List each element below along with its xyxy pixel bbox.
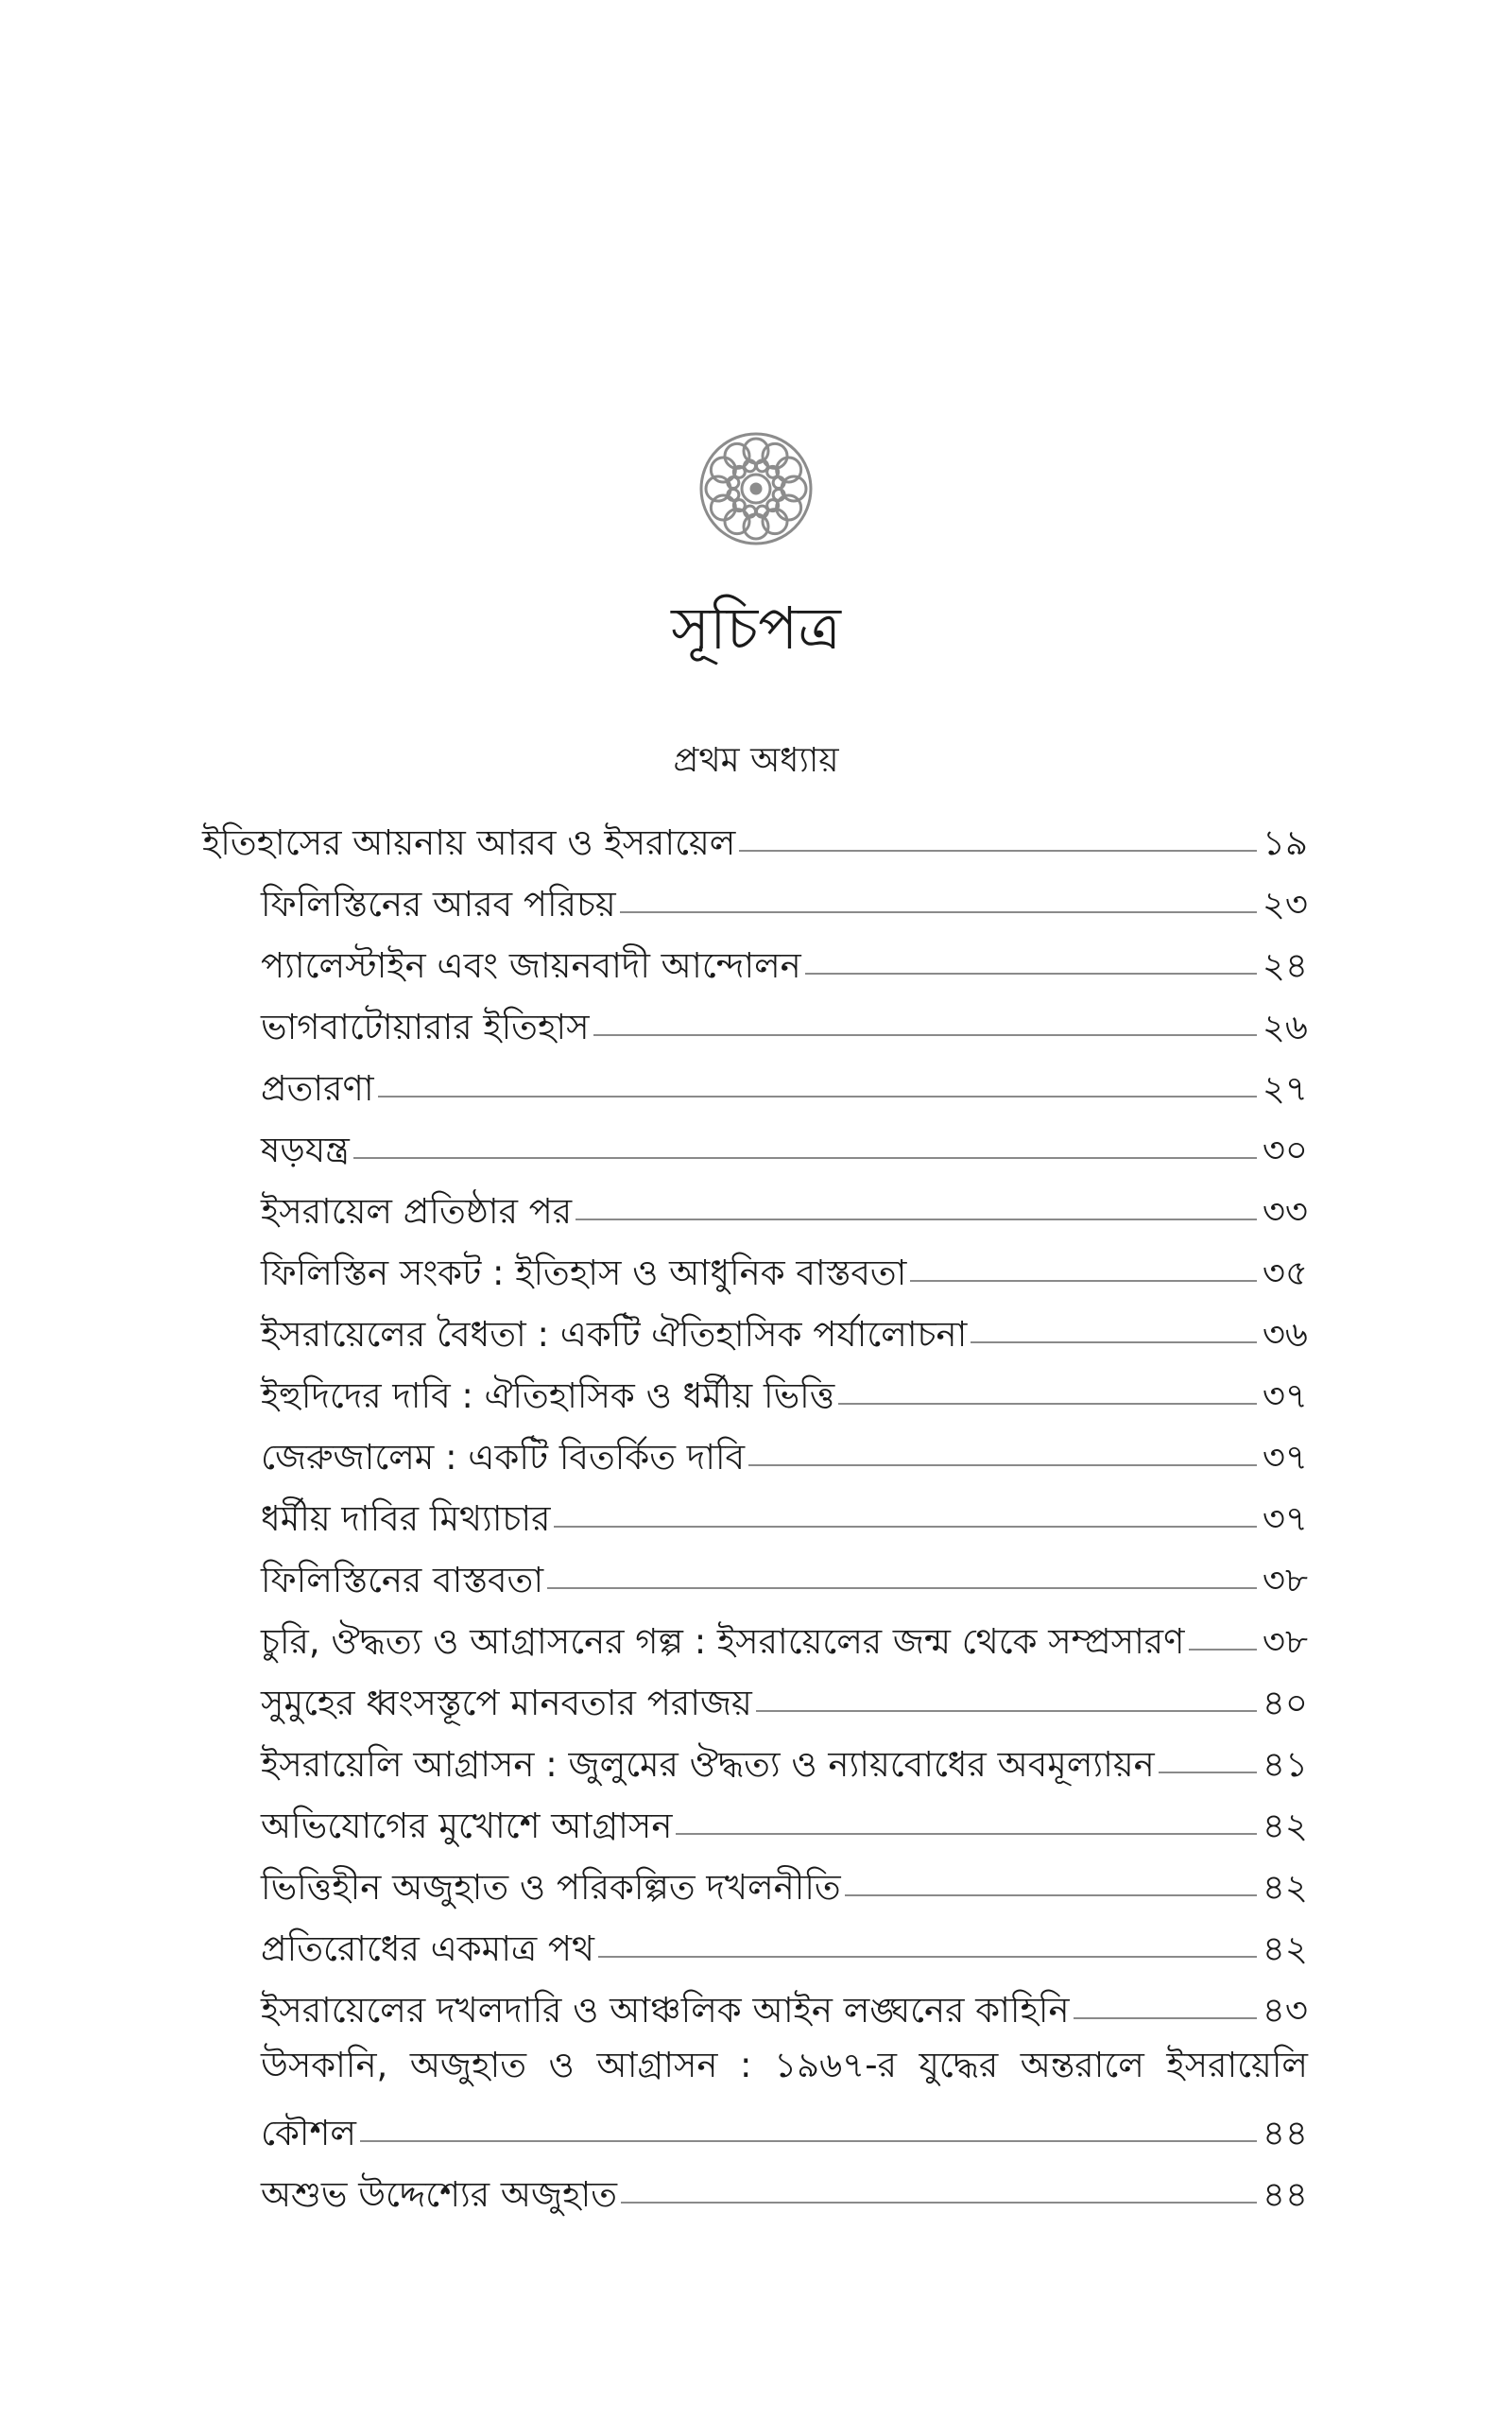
dot-leader — [598, 1956, 1257, 1958]
toc-entry — [202, 1174, 1308, 1236]
toc-entry — [202, 805, 1308, 867]
dot-leader — [1074, 2017, 1257, 2019]
dot-leader — [1159, 1772, 1257, 1773]
toc-entry — [202, 1850, 1308, 1911]
toc-entry-title: অভিযোগের মুখোশে আগ্রাসন — [261, 1806, 673, 1846]
toc-entry-title: ইসরায়েলি আগ্রাসন : জুলুমের ঔদ্ধত্য ও ন্যায়বোধের অবমূল্যায়ন — [261, 1744, 1155, 1785]
toc-entry-title: ষড়যন্ত্র — [261, 1130, 350, 1170]
toc-entry — [202, 1358, 1308, 1420]
toc-entry — [202, 2157, 1308, 2219]
toc-entry — [202, 1911, 1308, 1973]
flower-rosette-icon — [697, 430, 815, 547]
toc-entry — [202, 1113, 1308, 1174]
page-title: সূচিপত্র — [671, 594, 841, 663]
toc-entry-title: প্রতারণা — [261, 1068, 374, 1109]
toc-entry — [202, 1051, 1308, 1113]
toc-entry-title: ফিলিস্তিন সংকট : ইতিহাস ও আধুনিক বাস্তবতা — [261, 1253, 907, 1293]
toc-page-number: ৩৭ — [1262, 1437, 1308, 1478]
toc-page-number: ৩০ — [1262, 1130, 1308, 1170]
dot-leader — [676, 1833, 1257, 1835]
dot-leader — [739, 850, 1257, 852]
toc-entry — [202, 1973, 1308, 2034]
toc-page-number: ৩৮ — [1262, 1560, 1308, 1600]
toc-entry — [202, 1297, 1308, 1358]
toc-entry — [202, 1236, 1308, 1297]
toc-page-number: ৪২ — [1262, 1867, 1308, 1908]
toc-page-number: ৩৭ — [1262, 1498, 1308, 1539]
toc-entry-title: কৌশল — [261, 2113, 356, 2153]
toc-page-number: ৪৪ — [1262, 2174, 1308, 2215]
toc-entry — [202, 928, 1308, 990]
toc-entry — [202, 2096, 1308, 2157]
toc-page-number: ২৬ — [1262, 1007, 1308, 1047]
toc-page-number: ২৩ — [1262, 884, 1308, 925]
dot-leader — [621, 2202, 1257, 2204]
toc-entry-title: ইহুদিদের দাবি : ঐতিহাসিক ও ধর্মীয় ভিত্তি — [261, 1375, 835, 1416]
toc-page-number: ৪৪ — [1262, 2113, 1308, 2153]
toc-entry-title: চুরি, ঔদ্ধত্য ও আগ্রাসনের গল্প : ইসরায়েলের জন্ম থেকে সম্প্রসারণ — [261, 1621, 1185, 1662]
table-of-contents — [202, 805, 1308, 2219]
dot-leader — [845, 1894, 1257, 1896]
dot-leader — [554, 1526, 1257, 1528]
toc-entry — [202, 1604, 1308, 1666]
toc-page-number: ৩৮ — [1262, 1621, 1308, 1662]
dot-leader — [353, 1157, 1257, 1159]
dot-leader — [971, 1341, 1257, 1343]
toc-page-number: ২৭ — [1262, 1068, 1308, 1109]
toc-entry-title: ইতিহাসের আয়নায় আরব ও ইসরায়েল — [202, 822, 736, 863]
toc-entry-title: অশুভ উদ্দেশ্যের অজুহাত — [261, 2174, 617, 2215]
dot-leader — [756, 1710, 1257, 1712]
dot-leader — [593, 1034, 1257, 1036]
toc-page-number: ৪২ — [1262, 1928, 1308, 1969]
toc-entry — [202, 1543, 1308, 1604]
toc-page-number: ৪০ — [1262, 1683, 1308, 1723]
dot-leader — [360, 2140, 1257, 2142]
toc-page-number: ৩৭ — [1262, 1375, 1308, 1416]
dot-leader — [805, 973, 1257, 975]
dot-leader — [576, 1219, 1257, 1220]
toc-page-number: ৪৩ — [1262, 1990, 1308, 2031]
toc-entry — [202, 1727, 1308, 1789]
chapter-heading: প্রথম অধ্যায় — [673, 741, 839, 780]
toc-page-number: ৪২ — [1262, 1806, 1308, 1846]
toc-entry-title: ফিলিস্তিনের বাস্তবতা — [261, 1560, 544, 1600]
toc-entry-title: ধর্মীয় দাবির মিথ্যাচার — [261, 1498, 551, 1539]
toc-page-number: ৩৬ — [1262, 1314, 1308, 1355]
toc-entry-title: প্রতিরোধের একমাত্র পথ — [261, 1928, 594, 1969]
toc-entry — [202, 990, 1308, 1051]
toc-page-number: ২৪ — [1262, 945, 1308, 986]
dot-leader — [547, 1587, 1257, 1589]
toc-entry-title: প্যালেস্টাইন এবং জায়নবাদী আন্দোলন — [261, 945, 801, 986]
toc-entry — [202, 1481, 1308, 1543]
toc-page-number: ৪১ — [1262, 1744, 1308, 1785]
toc-page-number: ৩৫ — [1262, 1253, 1308, 1293]
toc-entry-title: ইসরায়েলের দখলদারি ও আঞ্চলিক আইন লঙ্ঘনের কাহিনি — [261, 1990, 1070, 2031]
dot-leader — [378, 1096, 1257, 1098]
toc-page-number: ৩৩ — [1262, 1191, 1308, 1232]
toc-entry-title: ভাগবাটোয়ারার ইতিহাস — [261, 1007, 590, 1047]
toc-entry-title: ভিত্তিহীন অজুহাত ও পরিকল্পিত দখলনীতি — [261, 1867, 841, 1908]
dot-leader — [910, 1280, 1257, 1282]
toc-entry-title: জেরুজালেম : একটি বিতর্কিত দাবি — [261, 1437, 746, 1478]
toc-entry — [202, 1666, 1308, 1727]
toc-entry-title: ইসরায়েল প্রতিষ্ঠার পর — [261, 1191, 573, 1232]
toc-entry — [202, 1420, 1308, 1481]
dot-leader — [748, 1464, 1257, 1466]
dot-leader — [1189, 1649, 1257, 1651]
toc-entry-title-line1: উসকানি, অজুহাত ও আগ্রাসন : ১৯৬৭-র যুদ্ধের অন্তরালে ইসরায়েলি — [261, 2045, 1308, 2085]
toc-entry-title: সুমুহের ধ্বংসস্তূপে মানবতার পরাজয় — [261, 1683, 752, 1723]
toc-entry — [202, 1789, 1308, 1850]
dot-leader — [620, 911, 1257, 913]
toc-entry — [202, 867, 1308, 928]
dot-leader — [838, 1403, 1257, 1405]
toc-entry-title: ইসরায়েলের বৈধতা : একটি ঐতিহাসিক পর্যালোচনা — [261, 1314, 968, 1355]
toc-page-number: ১৯ — [1262, 822, 1308, 863]
toc-entry-title: ফিলিস্তিনের আরব পরিচয় — [261, 884, 616, 925]
